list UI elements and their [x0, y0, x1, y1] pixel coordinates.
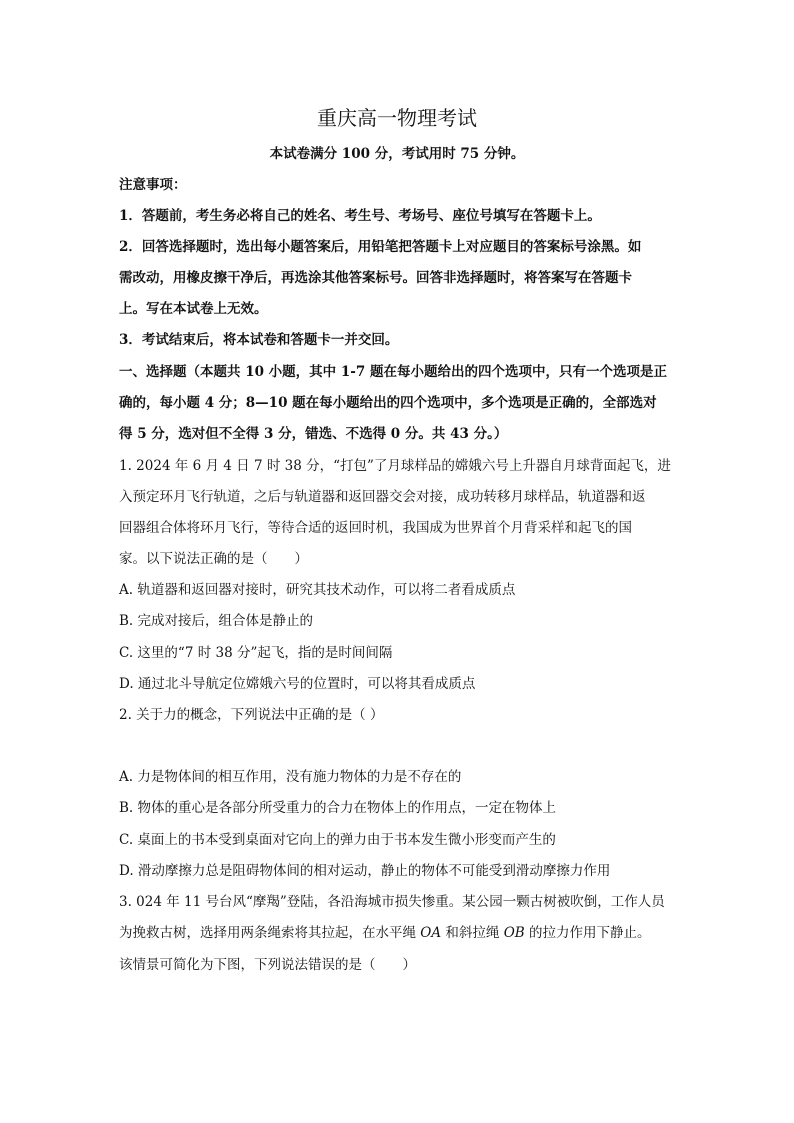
page-title: 重庆高一物理考试 — [317, 106, 477, 130]
q3-stem-line-1: 3. 024 年 11 号台风“摩羯”登陆，各沿海城市损失惨重。某公园一颗古树被吹倒，工作人员 — [119, 894, 665, 910]
exam-subtitle: 本试卷满分 100 分，考试用时 75 分钟。 — [269, 146, 525, 162]
section-1-line-2: 确的，每小题 4 分；8—10 题在每小题给出的四个选项中，多个选项是正确的，全部选对 — [119, 395, 657, 411]
q2-option-b: B. 物体的重心是各部分所受重力的合力在物体上的作用点，一定在物体上 — [119, 800, 557, 816]
q1-option-b: B. 完成对接后，组合体是静止的 — [119, 613, 314, 629]
q1-stem-line-3: 回器组合体将环月飞行，等待合适的返回时机，我国成为世界首个月背采样和起飞的国 — [119, 520, 632, 536]
q3-text-c: 的拉力作用下静止。 — [524, 925, 651, 941]
notes-heading: 注意事项： — [119, 177, 187, 193]
q1-option-a: A. 轨道器和返回器对接时，研究其技术动作，可以将二者看成质点 — [119, 582, 516, 598]
notes-item-3: 3．考试结束后，将本试卷和答题卡一并交回。 — [119, 332, 399, 348]
q3-text-a: 为挽救古树，选择用两条绳索将其拉起，在水平绳 — [119, 925, 421, 941]
q1-stem-line-1: 1. 2024 年 6 月 4 日 7 时 38 分，“打包”了月球样品的嫦娥六号上升器自月球背面起飞，进 — [119, 458, 671, 474]
notes-item-2-line-2: 需改动，用橡皮擦干净后，再选涂其他答案标号。回答非选择题时，将答案写在答题卡 — [119, 270, 632, 286]
notes-item-1: 1．答题前，考生务必将自己的姓名、考生号、考场号、座位号填写在答题卡上。 — [119, 208, 601, 224]
q3-text-b: 和斜拉绳 — [441, 925, 504, 941]
notes-item-2-line-1: 2．回答选择题时，选出每小题答案后，用铅笔把答题卡上对应题目的答案标号涂黑。如 — [119, 239, 642, 255]
q2-option-d: D. 滑动摩擦力总是阻碍物体间的相对运动，静止的物体不可能受到滑动摩擦力作用 — [119, 863, 611, 879]
q1-stem-line-4: 家。以下说法正确的是（ ） — [119, 551, 308, 567]
rope-ob-label: OB — [503, 925, 525, 941]
q2-option-c: C. 桌面上的书本受到桌面对它向上的弹力由于书本发生微小形变而产生的 — [119, 832, 556, 848]
q1-stem-line-2: 入预定环月飞行轨道，之后与轨道器和返回器交会对接，成功转移月球样品，轨道器和返 — [119, 489, 646, 505]
rope-oa-label: OA — [420, 925, 442, 941]
q1-option-d: D. 通过北斗导航定位嫦娥六号的位置时，可以将其看成质点 — [119, 676, 476, 692]
q2-stem: 2. 关于力的概念，下列说法中正确的是（ ） — [119, 707, 384, 723]
q3-stem-line-3: 该情景可简化为下图，下列说法错误的是（ ） — [119, 957, 416, 973]
notes-item-2-line-3: 上。写在本试卷上无效。 — [119, 301, 268, 317]
section-1-line-1: 一、选择题（本题共 10 小题，其中 1-7 题在每小题给出的四个选项中，只有一个选项是正 — [119, 364, 667, 380]
q3-stem-line-2 — [119, 923, 679, 943]
section-1-line-3: 得 5 分，选对但不全得 3 分，错选、不选得 0 分。共 43 分。） — [119, 426, 508, 442]
q2-option-a: A. 力是物体间的相互作用，没有施力物体的力是不存在的 — [119, 769, 462, 785]
q1-option-c: C. 这里的“7 时 38 分”起飞，指的是时间间隔 — [119, 645, 393, 661]
